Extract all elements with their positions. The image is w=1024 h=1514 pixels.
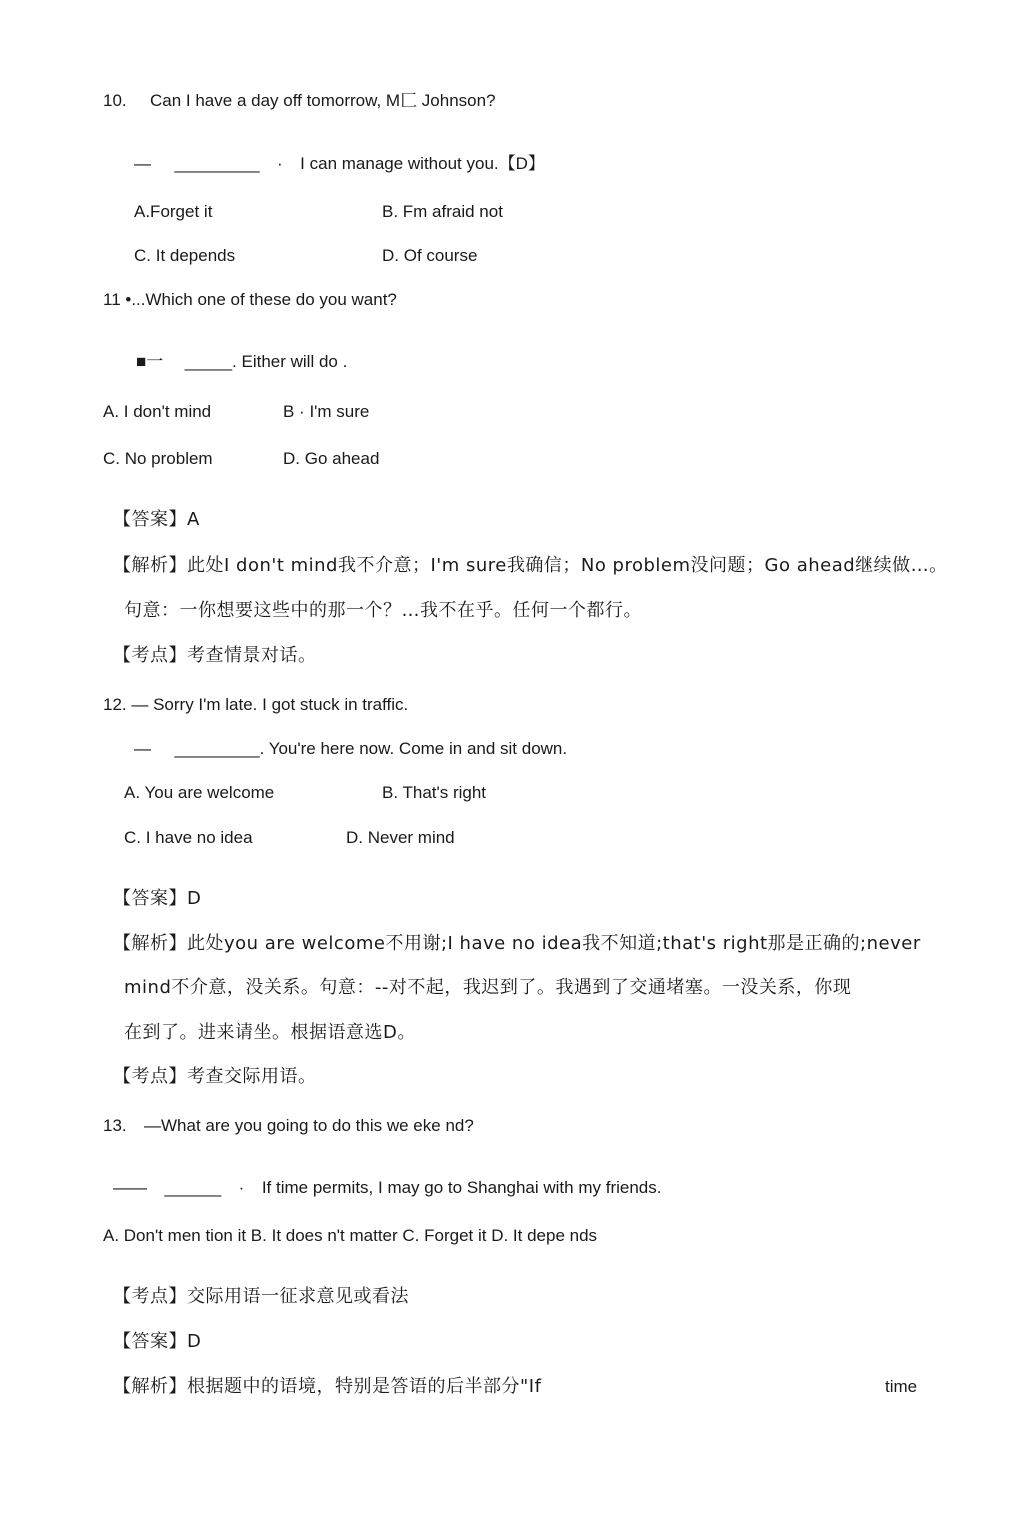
q12-analysis-line-2: mind不介意，没关系。句意：--对不起，我迟到了。我遇到了交通堵塞。一没关系，你现 (124, 977, 852, 998)
q13-point: 【考点】交际用语一征求意见或看法 (113, 1286, 409, 1307)
q11-option-d: D. Go ahead (283, 449, 380, 468)
q10-number: 10. (103, 91, 127, 110)
q10-reply-dash: — (134, 154, 151, 173)
q11-question: 11 •...Which one of these do you want? (103, 290, 397, 309)
q11-reply (136, 351, 347, 373)
q10-blank: _________ (174, 154, 260, 173)
q13-question: —What are you going to do this we eke nd? (144, 1116, 474, 1135)
q12-blank: _________ (174, 739, 260, 758)
q11-option-c: C. No problem (103, 449, 213, 468)
q11-analysis-line-1: 【解析】此处I don't mind我不介意；I'm sure我确信；No problem没问题；Go ahead继续做…。 (113, 555, 948, 576)
q11-option-b: B · I'm sure (283, 402, 370, 421)
q12-question: 12. — Sorry I'm late. I got stuck in traffic. (103, 695, 409, 714)
q12-option-c: C. I have no idea (124, 828, 253, 847)
q13-number: 13. (103, 1116, 127, 1135)
q12-option-a: A. You are welcome (124, 783, 275, 802)
q13-blank: ______ (164, 1178, 222, 1197)
q11-analysis-line-2: 句意：一你想要这些中的那一个？…我不在乎。任何一个都行。 (124, 600, 642, 621)
q13-reply (113, 1177, 661, 1199)
q11-answer: 【答案】A (113, 509, 200, 530)
q11-reply-mark: ■一 (136, 352, 164, 371)
q12-option-d: D. Never mind (346, 828, 455, 847)
q13-reply-dash: —— (113, 1178, 147, 1197)
q10-option-d: D. Of course (382, 246, 478, 265)
q13-answer: 【答案】D (113, 1331, 202, 1352)
q11-blank: _____ (184, 352, 233, 371)
q10-option-a: A.Forget it (134, 202, 213, 221)
q13-options: A. Don't men tion it B. It does n't matter C. Forget it D. It depe nds (103, 1226, 598, 1245)
q10-reply-mid: · (277, 154, 283, 173)
q13-analysis-line-1: 【解析】根据题中的语境，特别是答语的后半部分"If (113, 1376, 542, 1397)
q10-reply (134, 153, 545, 175)
q10-option-b: B. Fm afraid not (382, 202, 503, 221)
q10-option-c: C. It depends (134, 246, 236, 265)
q10-question: Can I have a day off tomorrow, M匚 Johnson? (150, 91, 496, 110)
q12-option-b: B. That's right (382, 783, 487, 802)
q13-analysis-line-1-end: time (885, 1377, 918, 1396)
q12-analysis-line-1: 【解析】此处you are welcome不用谢;I have no idea我不知道;that's right那是正确的;never (113, 933, 921, 954)
q11-reply-text: . Either will do . (232, 352, 348, 371)
q10-reply-text: I can manage without you.【D】 (300, 154, 545, 173)
q11-option-a: A. I don't mind (103, 402, 212, 421)
q12-answer: 【答案】D (113, 888, 202, 909)
q12-analysis-line-3: 在到了。进来请坐。根据语意选D。 (124, 1022, 416, 1043)
q12-reply (134, 738, 567, 760)
q13-reply-text: If time permits, I may go to Shanghai with my friends. (261, 1178, 662, 1197)
q12-point: 【考点】考查交际用语。 (113, 1066, 317, 1087)
q13-reply-mid: · (238, 1178, 245, 1197)
q12-reply-dash: — (134, 739, 151, 758)
q12-reply-text: . You're here now. Come in and sit down. (259, 739, 568, 758)
q11-point: 【考点】考查情景对话。 (113, 645, 317, 666)
